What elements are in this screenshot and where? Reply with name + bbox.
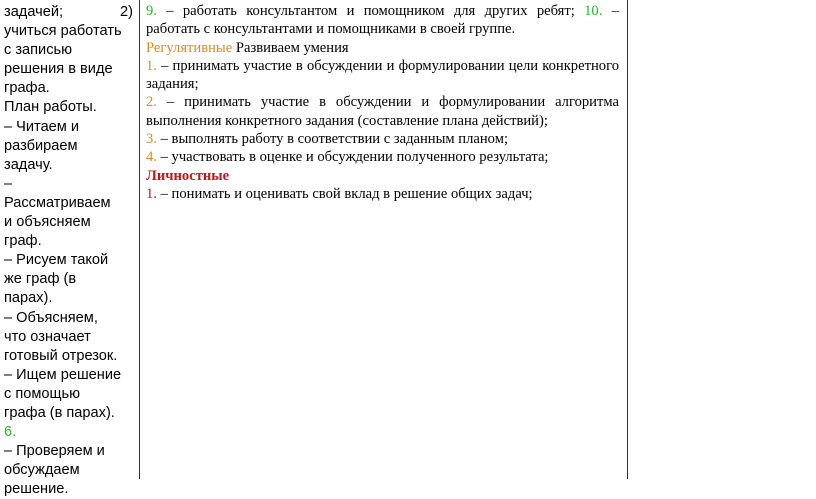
item-number: 10. <box>584 3 603 19</box>
text-line: графа (в парах). <box>4 404 115 421</box>
text-line: – <box>4 175 13 192</box>
item-text: – участвовать в оценке и обсуждении полученного результата; <box>156 149 549 166</box>
item-text: – работать с консультантами и помощниками в своей группе. <box>146 3 619 38</box>
item-number: 4. <box>146 149 157 166</box>
text-line: решение. <box>4 481 69 498</box>
section-heading-regulative: Регулятивные <box>146 39 233 56</box>
item-text: – принимать участие в обсуждении и формулировании цели конкретного задания; <box>146 57 619 93</box>
text-line: – Объясняем, <box>4 309 98 326</box>
text-line: графа. <box>4 80 50 97</box>
text-line: обсуждаем <box>4 462 80 479</box>
communicative-items-paragraph <box>146 2 619 39</box>
step-number: 6. <box>4 424 17 441</box>
text-line: граф. <box>4 233 42 250</box>
item-text: – выполнять работу в соответствии с заданным планом; <box>156 131 508 148</box>
section-heading-personal: Личностные <box>146 167 230 184</box>
right-column-cell <box>140 0 628 479</box>
text-line: учиться работать <box>4 23 122 40</box>
text-line: с записью <box>4 42 73 59</box>
item-text: – понимать и оценивать свой вклад в решение общих задач; <box>156 185 533 202</box>
text-line: – Читаем и <box>4 118 80 135</box>
item-number: 2. <box>146 94 157 111</box>
text-fragment: 2) <box>120 4 133 20</box>
text-line: разбираем <box>4 137 78 154</box>
left-column-cell <box>0 0 140 498</box>
regulative-item <box>146 130 619 148</box>
text-line: с помощью <box>4 385 81 402</box>
text-line: же граф (в <box>4 271 77 288</box>
text-line: задачу. <box>4 156 53 173</box>
regulative-item <box>146 93 619 130</box>
regulative-item <box>146 57 619 94</box>
text-fragment: задачей; <box>4 4 64 20</box>
item-number: 3. <box>146 131 157 148</box>
item-number: 9. <box>146 3 157 19</box>
text-line <box>4 3 133 22</box>
text-line: что означает <box>4 328 91 345</box>
item-number: 1. <box>146 57 157 74</box>
item-number: 1. <box>146 185 157 202</box>
text-line: Рассматриваем <box>4 194 111 211</box>
text-line: – Ищем решение <box>4 366 122 383</box>
item-text: – принимать участие в обсуждении и формулировании алгоритма выполнения конкретного задания (составление плана действий); <box>146 94 619 129</box>
text-line: – Рисуем такой <box>4 252 109 269</box>
plan-heading: План работы. <box>4 99 97 116</box>
section-subheading: Развиваем умения <box>232 39 349 56</box>
regulative-item <box>146 148 619 166</box>
text-line: готовый отрезок. <box>4 347 118 364</box>
text-line: – Проверяем и <box>4 443 105 460</box>
text-line: и объясняем <box>4 214 91 231</box>
regulative-heading-line <box>146 39 619 57</box>
text-line: решения в виде <box>4 61 113 78</box>
text-line: парах). <box>4 290 53 307</box>
personal-item <box>146 185 619 203</box>
item-text: – работать консультантом и помощником для других ребят; <box>156 3 585 19</box>
